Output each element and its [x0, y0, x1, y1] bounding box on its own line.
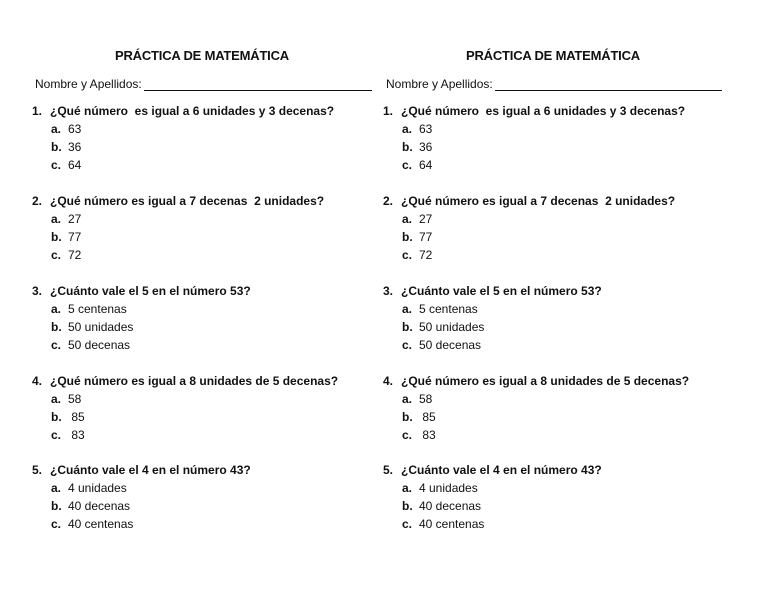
- answer-option: [32, 390, 392, 408]
- answer-option: [383, 390, 743, 408]
- option-letter: b.: [51, 410, 62, 424]
- question-text: ¿Cuánto vale el 4 en el número 43?: [401, 463, 602, 477]
- answer-option: [383, 336, 743, 354]
- option-letter: b.: [402, 230, 413, 244]
- question-number: 4.: [32, 374, 43, 388]
- question-2: [32, 192, 392, 264]
- name-field: [35, 77, 372, 91]
- question-heading: [32, 102, 392, 120]
- question-heading: [383, 461, 743, 479]
- question-text: ¿Qué número es igual a 7 decenas 2 unidades?: [401, 194, 676, 208]
- option-letter: b.: [51, 140, 62, 154]
- question-text: ¿Cuánto vale el 5 en el número 53?: [401, 284, 602, 298]
- question-number: 3.: [32, 284, 43, 298]
- option-letter: a.: [51, 392, 62, 406]
- option-letter: b.: [402, 320, 413, 334]
- name-blank-line: [144, 78, 372, 91]
- answer-option: [383, 497, 743, 515]
- worksheet-title: PRÁCTICA DE MATEMÁTICA: [466, 48, 640, 63]
- option-text: 50 decenas: [419, 338, 482, 352]
- question-number: 5.: [32, 463, 43, 477]
- question-5: [383, 461, 743, 533]
- worksheet-left: [32, 0, 402, 594]
- question-text: ¿Qué número es igual a 6 unidades y 3 decenas?: [401, 104, 686, 118]
- question-text: ¿Qué número es igual a 8 unidades de 5 decenas?: [401, 374, 690, 388]
- question-text: ¿Cuánto vale el 4 en el número 43?: [50, 463, 251, 477]
- option-text: 40 decenas: [419, 499, 482, 513]
- option-letter: a.: [402, 122, 413, 136]
- option-letter: a.: [402, 481, 413, 495]
- question-heading: [32, 372, 392, 390]
- option-letter: c.: [51, 158, 62, 172]
- option-letter: a.: [402, 392, 413, 406]
- option-letter: c.: [402, 248, 413, 262]
- question-number: 2.: [383, 194, 394, 208]
- option-letter: b.: [402, 410, 413, 424]
- answer-option: [383, 515, 743, 533]
- option-text: 36: [419, 140, 433, 154]
- worksheet-right: [383, 0, 753, 594]
- option-letter: b.: [402, 140, 413, 154]
- option-text: 27: [419, 212, 433, 226]
- option-text: 64: [68, 158, 82, 172]
- answer-option: [383, 138, 743, 156]
- question-5: [32, 461, 392, 533]
- option-text: 50 decenas: [68, 338, 131, 352]
- option-text: 85: [68, 410, 85, 424]
- option-letter: c.: [51, 428, 62, 442]
- answer-option: [383, 318, 743, 336]
- question-number: 1.: [383, 104, 394, 118]
- question-number: 1.: [32, 104, 43, 118]
- option-letter: c.: [402, 517, 413, 531]
- option-text: 4 unidades: [419, 481, 478, 495]
- answer-option: [32, 408, 392, 426]
- option-letter: a.: [51, 302, 62, 316]
- option-text: 50 unidades: [68, 320, 134, 334]
- answer-option: [32, 138, 392, 156]
- question-heading: [383, 282, 743, 300]
- option-letter: a.: [51, 122, 62, 136]
- option-letter: c.: [51, 517, 62, 531]
- question-number: 5.: [383, 463, 394, 477]
- option-text: 40 decenas: [68, 499, 131, 513]
- option-text: 83: [68, 428, 85, 442]
- answer-option: [32, 497, 392, 515]
- option-letter: a.: [51, 212, 62, 226]
- answer-option: [32, 228, 392, 246]
- option-text: 63: [68, 122, 82, 136]
- option-letter: a.: [402, 302, 413, 316]
- answer-option: [383, 479, 743, 497]
- answer-option: [32, 210, 392, 228]
- question-number: 4.: [383, 374, 394, 388]
- option-text: 83: [419, 428, 436, 442]
- option-letter: c.: [51, 248, 62, 262]
- option-text: 72: [419, 248, 433, 262]
- answer-option: [32, 120, 392, 138]
- question-heading: [32, 192, 392, 210]
- answer-option: [383, 228, 743, 246]
- question-4: [383, 372, 743, 444]
- answer-option: [32, 336, 392, 354]
- option-text: 27: [68, 212, 82, 226]
- question-1: [32, 102, 392, 174]
- answer-option: [32, 426, 392, 444]
- question-heading: [32, 461, 392, 479]
- answer-option: [32, 300, 392, 318]
- answer-option: [383, 426, 743, 444]
- option-text: 36: [68, 140, 82, 154]
- question-2: [383, 192, 743, 264]
- name-label: Nombre y Apellidos:: [386, 77, 493, 91]
- question-text: ¿Qué número es igual a 7 decenas 2 unidades?: [50, 194, 325, 208]
- question-3: [383, 282, 743, 354]
- name-blank-line: [495, 78, 722, 91]
- option-letter: c.: [402, 428, 413, 442]
- question-4: [32, 372, 392, 444]
- option-letter: b.: [51, 230, 62, 244]
- answer-option: [383, 246, 743, 264]
- option-letter: a.: [51, 481, 62, 495]
- answer-option: [32, 156, 392, 174]
- option-text: 5 centenas: [68, 302, 127, 316]
- option-text: 77: [419, 230, 433, 244]
- option-letter: b.: [51, 499, 62, 513]
- answer-option: [383, 210, 743, 228]
- option-letter: c.: [402, 338, 413, 352]
- question-text: ¿Cuánto vale el 5 en el número 53?: [50, 284, 251, 298]
- question-text: ¿Qué número es igual a 6 unidades y 3 decenas?: [50, 104, 335, 118]
- answer-option: [383, 300, 743, 318]
- question-number: 2.: [32, 194, 43, 208]
- question-number: 3.: [383, 284, 394, 298]
- option-text: 5 centenas: [419, 302, 478, 316]
- option-letter: c.: [51, 338, 62, 352]
- option-letter: b.: [51, 320, 62, 334]
- answer-option: [383, 156, 743, 174]
- option-text: 85: [419, 410, 436, 424]
- option-text: 64: [419, 158, 433, 172]
- option-text: 4 unidades: [68, 481, 127, 495]
- name-field: [386, 77, 722, 91]
- answer-option: [32, 479, 392, 497]
- option-text: 40 centenas: [419, 517, 485, 531]
- answer-option: [383, 408, 743, 426]
- option-letter: c.: [402, 158, 413, 172]
- question-text: ¿Qué número es igual a 8 unidades de 5 decenas?: [50, 374, 339, 388]
- option-text: 58: [68, 392, 82, 406]
- option-text: 72: [68, 248, 82, 262]
- answer-option: [32, 318, 392, 336]
- option-text: 77: [68, 230, 82, 244]
- question-heading: [383, 102, 743, 120]
- worksheet-title: PRÁCTICA DE MATEMÁTICA: [115, 48, 289, 63]
- option-text: 63: [419, 122, 433, 136]
- name-label: Nombre y Apellidos:: [35, 77, 142, 91]
- question-heading: [32, 282, 392, 300]
- option-text: 50 unidades: [419, 320, 485, 334]
- option-letter: a.: [402, 212, 413, 226]
- answer-option: [32, 515, 392, 533]
- question-heading: [383, 192, 743, 210]
- option-letter: b.: [402, 499, 413, 513]
- option-text: 58: [419, 392, 433, 406]
- answer-option: [32, 246, 392, 264]
- question-3: [32, 282, 392, 354]
- question-heading: [383, 372, 743, 390]
- question-1: [383, 102, 743, 174]
- option-text: 40 centenas: [68, 517, 134, 531]
- answer-option: [383, 120, 743, 138]
